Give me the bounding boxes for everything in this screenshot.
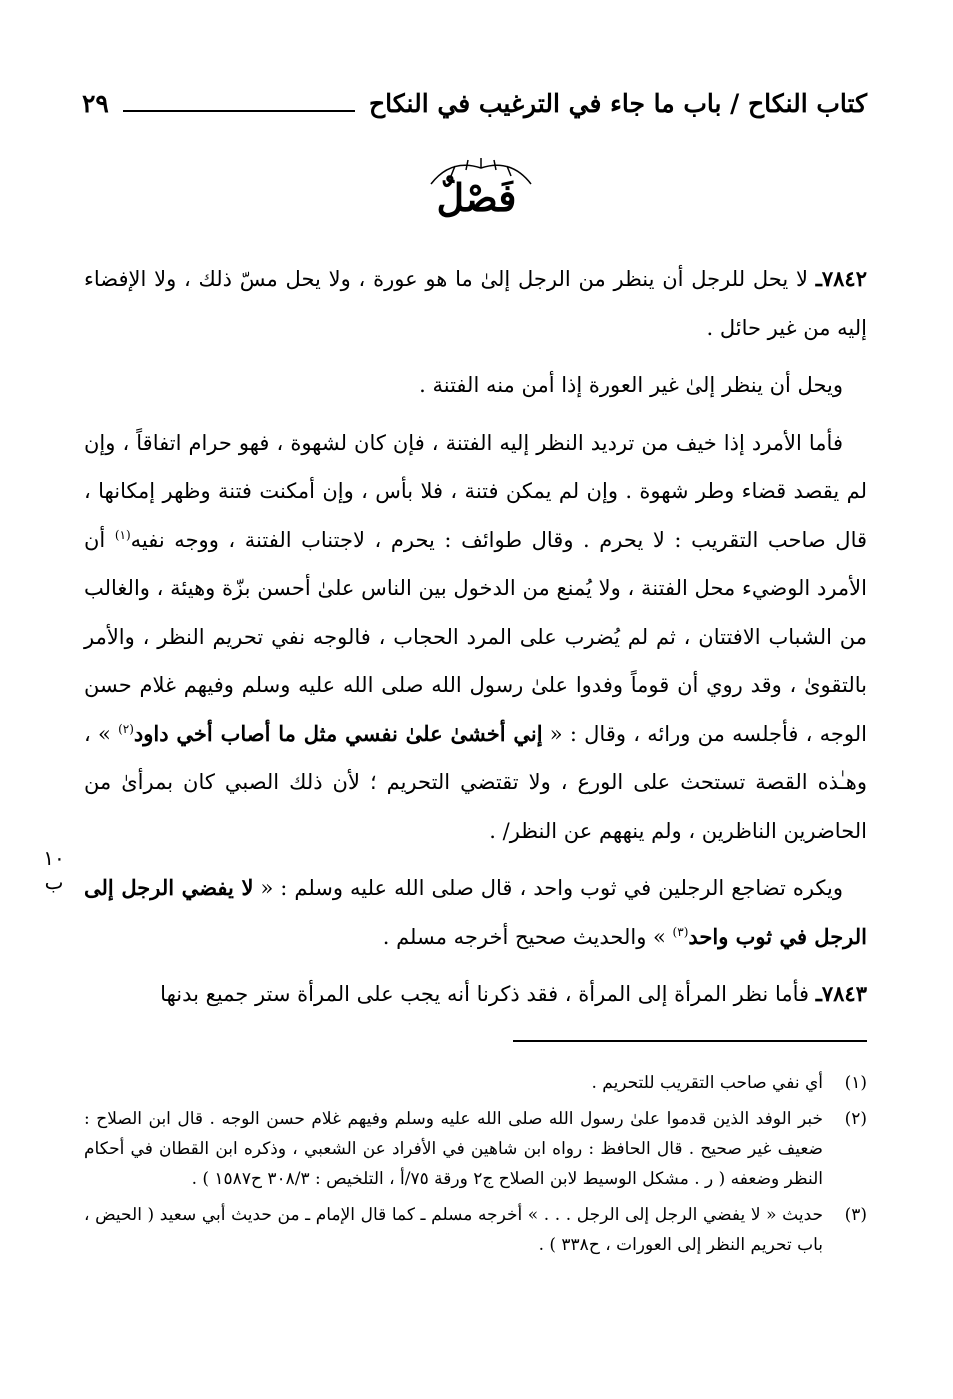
section-heading [0,168,953,228]
footnote-text: خبر الوفد الذين قدموا علىٰ رسول الله صلى الله عليه وسلم وفيهم غلام حسن الوجه . قال ابن الصلاح : ضعيف غير صحيح . قال الحافظ : رواه ابن شاهين في الأفراد عن الشعبي ، وذكره ابن القطان في أحكام النظر وضعفه ( ر . مشكل الوسيط لابن الصلاح ج٢ ورقة ٧٥/أ ، التلخيص : ٣٠٨/٣ ح١٥٨٧ ) . [84,1109,823,1189]
footnote-ref[interactable]: (٣) [672,924,689,939]
footnote-mark: (٢) [844,1109,867,1129]
footnote-item [84,1104,867,1194]
footnote-separator [513,1040,867,1042]
paragraph-text: » والحديث صحيح أخرجه مسلم . [382,924,673,949]
paragraph-text: ويحل أن ينظر إلىٰ غير العورة إذا أمن منه الفتنة . [419,373,843,397]
running-header [82,84,867,118]
footnote-text: أي نفي صاحب التقريب للتحريم . [591,1073,823,1093]
footnote-ref[interactable]: (١) [114,527,131,542]
manuscript-folio-note: ١٠ ب [43,846,65,894]
paragraph-7843 [84,970,867,1019]
paragraph-text: لا يحل للرجل أن ينظر من الرجل إلىٰ ما هو عورة ، ولا يحل مسّ ذلك ، ولا الإفضاء إليه من غير حائل . [84,267,867,340]
header-rule [123,110,355,112]
paragraph-text: أن الأمرد الوضيء محل الفتنة ، ولا يُمنع من الدخول بين الناس علىٰ أحسن بزّة وهيئة ، والغالب من الشباب الافتتان ، ثم لم يُضرب على المرد الحجاب ، فالوجه نفي تحريم النظر ، والأمر بالتقوىٰ ، وقد روي أن قوماً وفدوا علىٰ رسول الله صلى الله عليه وسلم وفيهم غلام حسن الوجه ، فأجلسه من ورائه ، وقال : « [84,527,867,746]
hadith-quote: إني أخشىٰ علىٰ نفسي مثل ما أصاب أخي داود [133,720,543,746]
footnote-text: حديث « لا يفضي الرجل إلى الرجل . . . » أخرجه مسلم ـ كما قال الإمام ـ من حديث أبي سعيد ( الحيض ، باب تحريم النظر إلى العورات ، ح٣٣٨ ) . [84,1205,823,1255]
ornament-flourish-icon [421,154,541,194]
paragraph-number: ٧٨٤٣ـ [815,981,867,1006]
section-heading-text: فَصْلٌ [436,175,517,220]
header-title: كتاب النكاح / باب ما جاء في الترغيب في النكاح [369,89,867,118]
hadith-quote: لا يفضي الرجل إلى الرجل في ثوب واحد [84,875,867,949]
section-heading-ornament [421,168,533,228]
main-text [84,255,867,1028]
footnote-item [84,1200,867,1260]
footnotes [84,1068,867,1266]
footnote-item [84,1068,867,1098]
paragraph-number: ٧٨٤٢ـ [815,266,867,291]
paragraph-text: » ، وهـٰذه القصة تستحث على الورع ، ولا تقتضي التحريم ؛ لأن ذلك الصبي كان بمرأىٰ من الحاضرين الناظرين ، ولم ينههم عن النظر/ . [84,721,867,843]
footnote-mark: (٣) [844,1205,867,1225]
page-number: ٢٩ [82,89,109,118]
paragraph-text: ويكره تضاجع الرجلين في ثوب واحد ، قال صلى الله عليه وسلم : « [253,876,843,900]
footnote-ref[interactable]: (٢) [118,721,134,736]
paragraph-text: فأما نظر المرأة إلى المرأة ، فقد ذكرنا أنه يجب على المرأة ستر جميع بدنها [160,982,810,1006]
paragraph-tadaju [84,864,867,961]
paragraph-amrad [84,419,867,856]
paragraph-7842 [84,255,867,352]
paragraph-text: فأما الأمرد إذا خيف من ترديد النظر إليه الفتنة ، فإن كان لشهوة ، فهو حرام اتفاقاً ، وإن لم يقصد قضاء وطر شهوة . وإن لم يمكن فتنة ، فلا بأس ، وإن أمكنت فتنة وظهر إمكانها ، قال صاحب التقريب : لا يحرم . وقال طوائف : يحرم ، لاجتناب الفتنة ، ووجه نفيه [84,430,868,552]
footnote-mark: (١) [844,1073,867,1093]
